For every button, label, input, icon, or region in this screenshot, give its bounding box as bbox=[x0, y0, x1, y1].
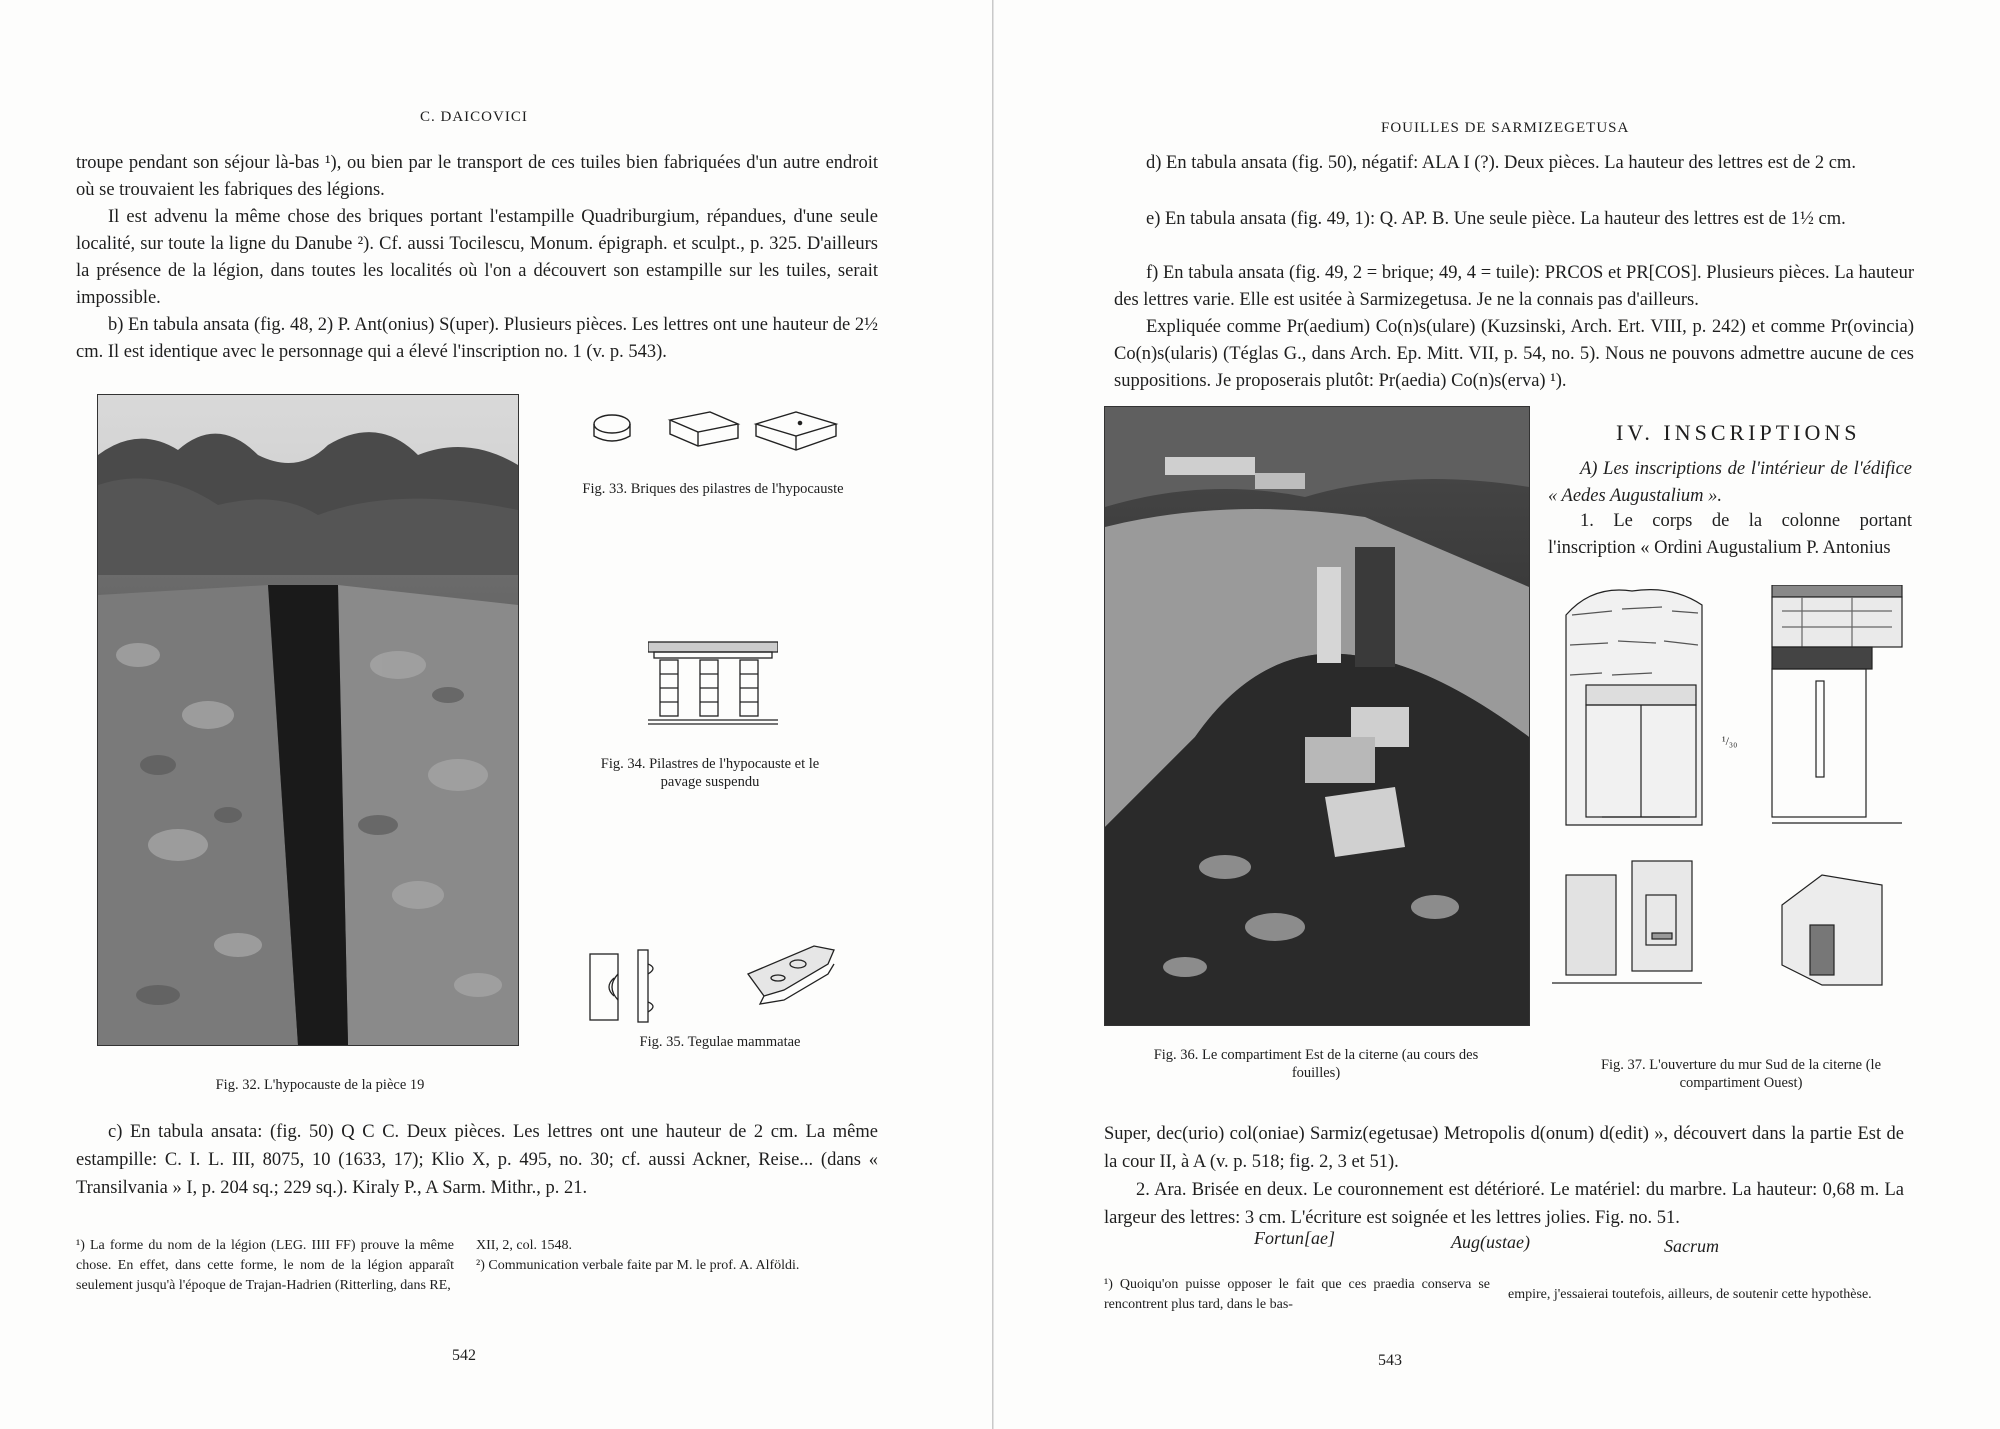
caption-fig-32: Fig. 32. L'hypocauste de la pièce 19 bbox=[215, 1077, 425, 1093]
footnote-1-cont: XII, 2, col. 1548. bbox=[476, 1238, 573, 1253]
page-number-left: 542 bbox=[452, 1347, 476, 1364]
inscription-word-3: Sacrum bbox=[1664, 1236, 1719, 1256]
right-page bbox=[996, 0, 2000, 1429]
running-head-left: C. DAICOVICI bbox=[420, 109, 528, 125]
paragraph-1-inscription-cont: Super, dec(urio) col(oniae) Sarmiz(egetusae) Metropolis d(onum) d(edit) », découvert dans la partie Est de la cour II, à A (v. p. 518; fig. 2, 3 et 51). bbox=[1104, 1124, 1904, 1172]
footnote-right-1-cont: empire, j'essaierai toutefois, ailleurs, de soutenir cette hypothèse. bbox=[1508, 1287, 1872, 1302]
gutter bbox=[992, 0, 994, 1429]
tegulae-drawing bbox=[588, 934, 848, 1024]
paragraph-3: b) En tabula ansata (fig. 48, 2) P. Ant(onius) S(uper). Plusieurs pièces. Les lettres ont une hauteur de 2½ cm. Il est identique avec le personnage qui a élevé l'inscription no. 1 (v. p. 543). bbox=[76, 315, 878, 362]
caption-fig-33: Fig. 33. Briques des pilastres de l'hypocauste bbox=[582, 481, 844, 497]
bricks-drawing bbox=[580, 390, 860, 460]
subsection-a: A) Les inscriptions de l'intérieur de l'édifice « Aedes Augustalium ». bbox=[1548, 459, 1912, 506]
running-head-right: FOUILLES DE SARMIZEGETUSA bbox=[1381, 120, 1630, 136]
page-number-right: 543 bbox=[1378, 1352, 1402, 1369]
paragraph-e: e) En tabula ansata (fig. 49, 1): Q. AP. B. Une seule pièce. La hauteur des lettres est de 1½ cm. bbox=[1146, 209, 1846, 229]
left-page bbox=[0, 0, 990, 1429]
paragraph-f: f) En tabula ansata (fig. 49, 2 = brique; 49, 4 = tuile): PRCOS et PR[COS]. Plusieurs pièces. La hauteur des lettres varie. Elle est usitée à Sarmizegetusa. Je ne la connais pas d'ailleurs. bbox=[1114, 263, 1914, 310]
paragraph-4: c) En tabula ansata: (fig. 50) Q C C. Deux pièces. Les lettres ont une hauteur de 2 cm. La même estampille: C. I. L. III, 8075, 10 (1633, 17); Klio X, p. 495, no. 30; cf. aussi Ackner, Reise... (dans « Transilvania » I, p. 204 sq.; 229 sq.). Kiraly P., A Sarm. Mithr., p. 21. bbox=[76, 1122, 878, 1198]
caption-fig-36: Fig. 36. Le compartiment Est de la citerne (au cours des fouilles) bbox=[1153, 1047, 1479, 1081]
footnote-right-1: ¹) Quoiqu'on puisse opposer le fait que ces praedia conserva se rencontrent plus tard, dans le bas- bbox=[1104, 1277, 1490, 1312]
cistern-photo bbox=[1104, 406, 1530, 1026]
paragraph-1-inscription: 1. Le corps de la colonne portant l'inscription « Ordini Augustalium P. Antonius bbox=[1548, 511, 1912, 558]
svg-text:¹/₃₀: ¹/₃₀ bbox=[1722, 734, 1738, 748]
hypocaust-photo bbox=[97, 394, 519, 1046]
section-title: IV. INSCRIPTIONS bbox=[1616, 420, 1861, 445]
inscription-word-2: Aug(ustae) bbox=[1451, 1232, 1530, 1252]
paragraph-1: troupe pendant son séjour là-bas ¹), ou bien par le transport de ces tuiles bien fabriquées d'un autre endroit où se trouvaient les fabriques des légions. bbox=[76, 153, 878, 200]
footnote-1: ¹) La forme du nom de la légion (LEG. IIII FF) prouve la même chose. En effet, dans cette forme, le nom de la légion apparaît seulement jusqu'à l'époque de Trajan-Hadrien (Ritterling, dans RE, bbox=[76, 1238, 454, 1293]
paragraph-2: Il est advenu la même chose des briques portant l'estampille Quadriburgium, répandues, d'une seule localité, sur toute la ligne du Danube ²). Cf. aussi Tocilescu, Monum. épigraph. et sculpt., p. 325. D'ailleurs la présence de la légion, dans toutes les localités où l'on a découvert son estampille sur les tuiles, serait impossible. bbox=[76, 207, 878, 308]
caption-fig-35: Fig. 35. Tegulae mammatae bbox=[639, 1034, 801, 1050]
caption-fig-34: Fig. 34. Pilastres de l'hypocauste et le pavage suspendu bbox=[600, 756, 820, 790]
footnote-2: ²) Communication verbale faite par M. le prof. A. Alföldi. bbox=[476, 1258, 800, 1273]
paragraph-d: d) En tabula ansata (fig. 50), négatif: ALA I (?). Deux pièces. La hauteur des lettres est de 2 cm. bbox=[1146, 153, 1856, 173]
pilasters-drawing bbox=[648, 640, 778, 730]
paragraph-ara: 2. Ara. Brisée en deux. Le couronnement est détérioré. Le matériel: du marbre. La hauteur: 0,68 m. La largeur des lettres: 3 cm. L'écriture est soignée et les lettres jolies. Fig. no. 51. bbox=[1104, 1180, 1904, 1228]
inscription-word-1: Fortun[ae] bbox=[1254, 1228, 1335, 1248]
paragraph-explanation: Expliquée comme Pr(aedium) Co(n)s(ulare) (Kuzsinski, Arch. Ert. VIII, p. 242) et comme Pr(ovincia) Co(n)s(ularis) (Téglas G., dans Arch. Ep. Mitt. VII, p. 54, no. 5). Nous ne pouvons admettre aucune de ces suppositions. Je proposerais plutôt: Pr(aedia) Co(n)s(erva) ¹). bbox=[1114, 317, 1914, 391]
cistern-wall-drawing bbox=[1552, 585, 1922, 990]
caption-fig-37: Fig. 37. L'ouverture du mur Sud de la citerne (le compartiment Ouest) bbox=[1600, 1057, 1882, 1091]
